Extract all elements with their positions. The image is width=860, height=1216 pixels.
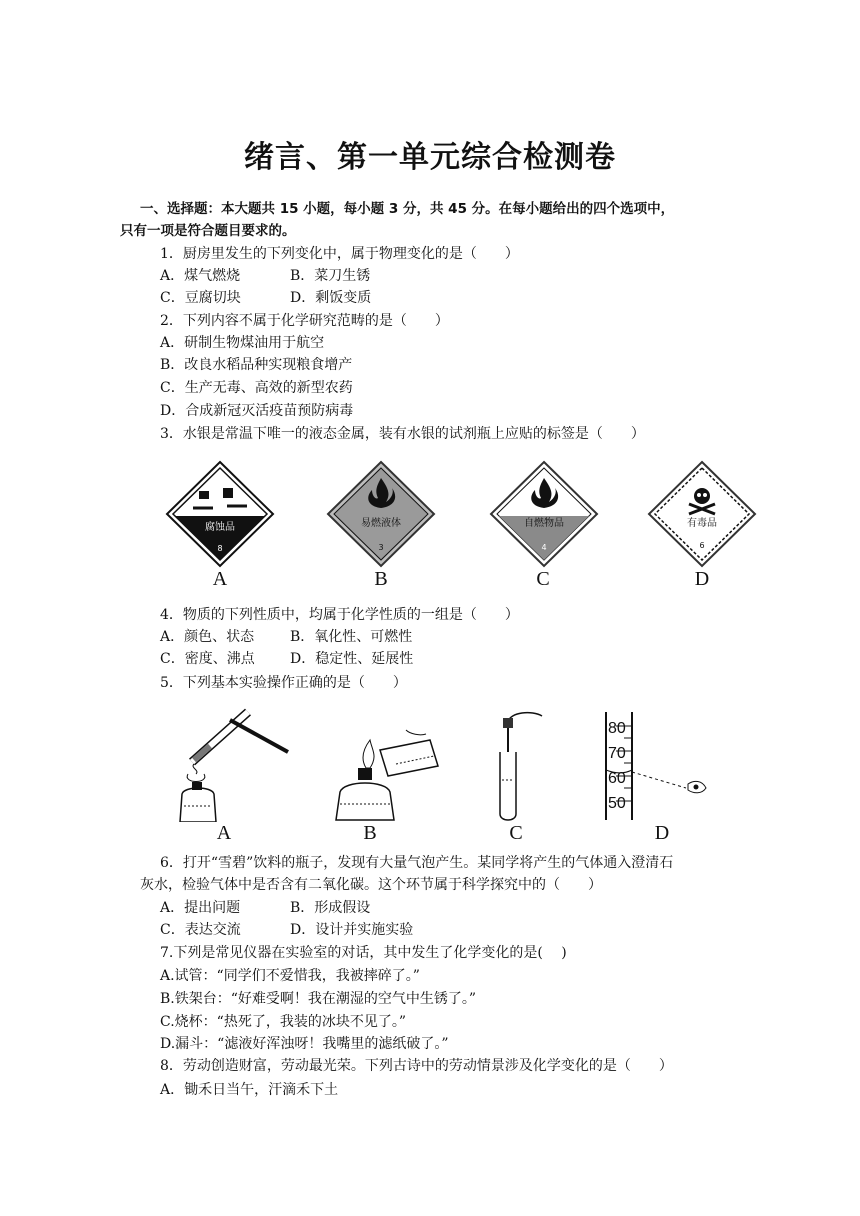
spontaneous-combustion-label-icon [487, 458, 601, 570]
q4-option-c: C．密度、沸点 [160, 651, 255, 667]
q6-option-d: D．设计并实施实验 [290, 922, 414, 938]
q1-option-c: C．豆腐切块 [160, 290, 241, 306]
scale-tick-50: 50 [608, 795, 626, 812]
label-d-text: 有毒品 [687, 518, 717, 529]
q7-stem: 7.下列是常见仪器在实验室的对话，其中发生了化学变化的是( ) [160, 945, 567, 961]
cylinder-scale [608, 716, 626, 816]
q5-stem: 5．下列基本实验操作正确的是（ ） [160, 675, 407, 691]
label-c-letter: C [536, 568, 550, 590]
page-title: 绪言、第一单元综合检测卷 [244, 140, 616, 175]
q2-option-b: B．改良水稻品种实现粮食增产 [160, 357, 353, 373]
q1-options-row2 [160, 287, 371, 309]
q5-letter-c: C [509, 822, 523, 844]
q7-option-c: C.烧杯：“热死了，我装的冰块不见了。” [160, 1014, 406, 1030]
label-a-text: 腐蚀品 [205, 522, 235, 533]
lighting-alcohol-lamp-icon [330, 710, 450, 822]
q3-stem: 3．水银是常温下唯一的液态金属，装有水银的试剂瓶上应贴的标签是（ ） [160, 426, 645, 442]
q6-options-row2 [160, 919, 413, 941]
q1-option-a: A．煤气燃烧 [160, 268, 241, 284]
q2-stem: 2．下列内容不属于化学研究范畴的是（ ） [160, 313, 449, 329]
q2-option-a: A．研制生物煤油用于航空 [160, 335, 325, 351]
section-heading-line1: 一、选择题：本大题共 15 小题，每小题 3 分，共 45 分。在每小题给出的四个选项中， [140, 201, 675, 217]
q2-option-d: D．合成新冠灭活疫苗预防病毒 [160, 403, 354, 419]
q8-option-a: A．锄禾日当午，汗滴禾下土 [160, 1082, 339, 1098]
q8-stem: 8．劳动创造财富，劳动最光荣。下列古诗中的劳动情景涉及化学变化的是（ ） [160, 1058, 673, 1074]
q4-stem: 4．物质的下列性质中，均属于化学性质的一组是（ ） [160, 607, 519, 623]
q7-option-a: A.试管：“同学们不爱惜我，我被摔碎了。” [160, 968, 420, 984]
q6-option-a: A．提出问题 [160, 900, 241, 916]
flammable-liquid-label-icon [324, 458, 438, 570]
q5-letter-a: A [216, 822, 232, 844]
q4-option-a: A．颜色、状态 [160, 629, 255, 645]
label-c-text: 自燃物品 [524, 518, 564, 529]
label-d-number: 6 [699, 541, 705, 550]
corrosive-label-icon [163, 458, 277, 570]
q2-option-c: C．生产无毒、高效的新型农药 [160, 380, 353, 396]
q1-options-row1 [160, 265, 370, 287]
label-c-number: 4 [541, 543, 547, 552]
q7-option-b: B.铁架台：“好难受啊！我在潮湿的空气中生锈了。” [160, 991, 477, 1007]
toxic-label-icon [645, 458, 759, 570]
q1-option-b: B．菜刀生锈 [290, 268, 371, 284]
q6-stem-line2: 灰水，检验气体中是否含有二氧化碳。这个环节属于科学探究中的（ ） [140, 877, 602, 893]
label-d-letter: D [694, 568, 710, 590]
q7-option-d: D.漏斗：“滤液好浑浊呀！我嘴里的滤纸破了。” [160, 1036, 449, 1052]
section-heading-line2: 只有一项是符合题目要求的。 [120, 223, 296, 239]
q5-letter-b: B [363, 822, 377, 844]
q4-option-b: B．氧化性、可燃性 [290, 629, 413, 645]
scale-tick-80: 80 [608, 720, 626, 737]
label-a-letter: A [212, 568, 228, 590]
q5-letter-d: D [654, 822, 670, 844]
label-b-text: 易燃液体 [361, 518, 401, 529]
q6-options-row1 [160, 897, 370, 919]
q1-option-d: D．剩饭变质 [290, 290, 372, 306]
label-b-number: 3 [378, 543, 384, 552]
q4-option-d: D．稳定性、延展性 [290, 651, 414, 667]
q4-options-row1 [160, 626, 412, 648]
label-b-letter: B [374, 568, 388, 590]
scale-tick-60: 60 [608, 770, 626, 787]
q6-option-b: B．形成假设 [290, 900, 371, 916]
q6-stem-line1: 6．打开“雪碧”饮料的瓶子，发现有大量气泡产生。某同学将产生的气体通入澄清石 [160, 855, 674, 871]
dropper-test-tube-icon [488, 708, 548, 824]
q4-options-row2 [160, 648, 413, 670]
q6-option-c: C．表达交流 [160, 922, 241, 938]
heating-test-tube-icon [170, 702, 294, 822]
q1-stem: 1．厨房里发生的下列变化中，属于物理变化的是（ ） [160, 246, 519, 262]
scale-tick-70: 70 [608, 745, 626, 762]
label-a-number: 8 [217, 544, 223, 553]
